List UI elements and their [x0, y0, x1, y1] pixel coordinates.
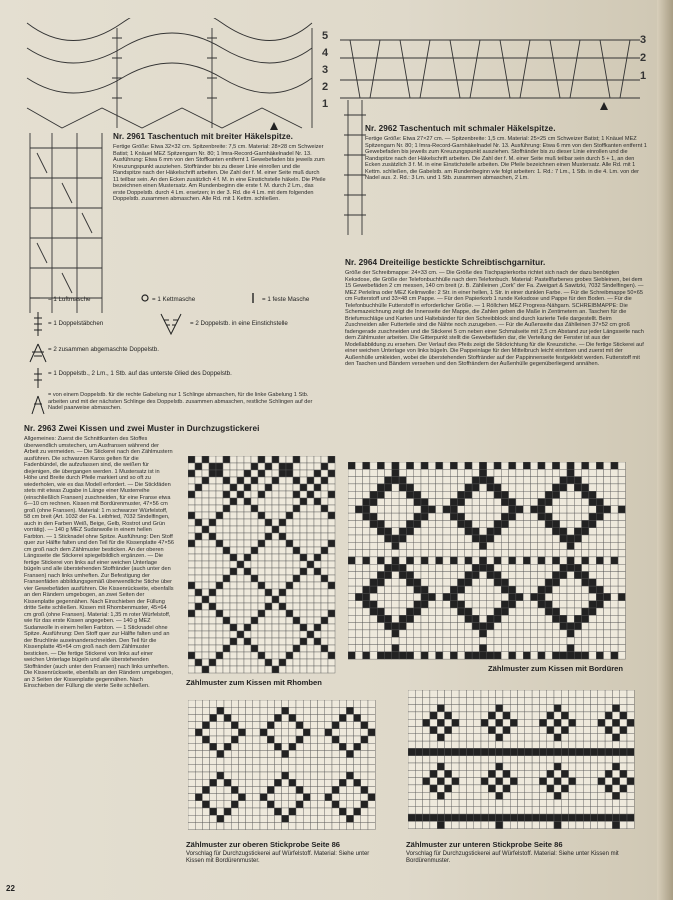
- pattern-2963-title: Nr. 2963 Zwei Kissen und zwei Muster in Durchzugstickerei: [24, 424, 260, 433]
- chart-rhomben: [188, 456, 338, 676]
- pattern-2962-body: Fertige Größe: Etwa 27×27 cm. — Spitzenbreite: 1,5 cm. Material: 25×25 cm Schweizer Batist; 1 Knäuel MEZ Spitzengarn Nr. 80; 1 Imra-Record-Garnhäkelnadel Nr. 13. Ausführung: Etwa 6 mm von den Stoffkanten entfernt 1 Gewebefaden bis jeweils zum Kreuzungspunkt ausziehen. Stoffränder bis zu dieser Linie einrollen und die Randspitze nach der Häkelschrift arbeiten. Die Zahl der f. M. einer Seite muß teilbar sein durch 5 + 1, an den Ecken zusätzlich 3 f. M. in eine Einstichstelle arbeiten. Die Pfeile bezeichnen einen Mustersatz. Alle Rd. mit 1 Kettm. schließen, die Gabelstb. am Rundenbeginn wie folgt arbeiten: 1. Rd.: 7 Lm., 1 Stb. in die 4. Lm. von der Nadel aus. 2. Rd.: 3 Lm. und 1 Stb. zusammen abmaschen, 2 Lm.: [365, 136, 647, 181]
- row-number: 1: [322, 98, 329, 110]
- chart-bordueren: [348, 462, 628, 662]
- caption-unten-title: Zählmuster zur unteren Stickprobe Seite 86: [406, 840, 563, 849]
- chart-unten: [408, 690, 638, 830]
- legend-doppelstb-einstich: = 2 Doppelstb. in eine Einstichstelle: [190, 320, 288, 327]
- legend-arrow-note: = von einem Doppelstb. für die rechte Gabelung nur 1 Schlinge abmaschen, für die linke Gabelung 1 Stb. arbeiten und mit der nächsten Schlinge des Doppelstb. zusammen abmaschen, restliche Schlingen auf der Nadel paarweise abmaschen.: [48, 392, 313, 411]
- pattern-2962-title: Nr. 2962 Taschentuch mit schmaler Häkelspitze.: [365, 124, 556, 133]
- row-number: 2: [640, 52, 647, 64]
- caption-unten-sub: Vorschlag für Durchzugstickerei auf Würfelstoff. Material: Siehe unter Kissen mit Bordürenmuster.: [406, 851, 619, 864]
- pattern-2964-title: Nr. 2964 Dreiteilige bestickte Schreibtischgarnitur.: [345, 258, 546, 267]
- caption-oben-sub: Vorschlag für Durchzugstickerei auf Würfelstoff. Material: Siehe unter Kissen mit Bordürenmuster.: [186, 851, 370, 864]
- row-number: 1: [640, 70, 647, 82]
- row-number: 3: [640, 34, 647, 46]
- caption-oben-title: Zählmuster zur oberen Stickprobe Seite 86: [186, 840, 341, 849]
- row-number: 3: [322, 64, 329, 76]
- page-spine: [657, 0, 673, 900]
- pattern-2964-body: Größe der Schreibmappe: 24×33 cm. — Die Größe des Tischpapierkorbs richtet sich nach der dazu benötigten Keksdose, die Größe der Telefonbuchhülle nach dem Telefonbuch. Material: Pastellfarbenes grobes Siebleinen, bei dem 15 Gewebefäden 2 cm messen, 140 cm breit (z. B. Zählleinen „Cork“ der Fa. Zweigart & Sawitzki, 7032 Sindelfingen). — MEZ Perlelina oder MEZ Kelimwolle: 2 Str. in einer hellen, 1 Str. in einer dunklen Farbe. — Für die Schreibmappe 50×65 cm Futterstoff und 33×48 cm Pappe. — Für den Papierkorb 1 runde Keksdose und Pappe für den Boden. — Für die Telefonbuchhülle Futterstoff in erforderlicher Größe. — 1 Röllchen MEZ Progress-Nähgarn. SCHREIBMAPPE: Die Schemazeichnung zeigt die Innenseite der Mappe, die Zahlen geben die Maße in Zentimetern an. Taschen für die Briefumschläge und Karten und Haltebänder für den Schreibblock sind durch karierte Teile dargestellt. Beim Zuschneiden aller Futterteile sind die Nähte noch zuzugeben. — Für die Außenseite das Zählleinen 37×52 cm groß fadengerade zuschneiden und die Stickerei 5 cm neben einer Schmalseite mit 2,5 cm Abstand zur jeder Längsseite nach dem Zählmuster arbeiten. Die Gitterpunkt stellt die Gewebefäden dar, die Verteilung der Fenster ist aus der Modellabbildung zu ersehen. Der Verlauf des Pfeils zeigt die Stickrichtung für die Kreuzstiche. — Die fertige Stickerei auf einer weichen Unterlage von links bügeln. Die Pappeinlage für den Mittelbruch leicht einritzen und zuerst mit der Außenhülle umkleiden, wobei die überstehenden Stoffränder auf der Pappinnenseite festgeklebt werden. Futterstoff mit den Taschen und Bändern versehen und den Stoffrändern der Außenhülle gegenüberliegend annähen.: [345, 270, 644, 367]
- einstich-icon: [158, 312, 184, 336]
- row-number: 4: [322, 47, 329, 59]
- legend-zusammen: = 2 zusammen abgemaschte Doppelstb.: [48, 346, 159, 353]
- legend-doppelstb-lm: = 1 Doppelstb., 2 Lm., 1 Stb. auf das unterste Glied des Doppelstb.: [48, 370, 232, 377]
- legend-luftmasche: = 1 Luftmasche: [48, 296, 91, 303]
- row-number: 5: [322, 30, 329, 42]
- legend-doppelstaebchen: = 1 Doppelstäbchen: [48, 320, 104, 327]
- row-number: 2: [322, 81, 329, 93]
- pattern-2961-title: Nr. 2961 Taschentuch mit breiter Häkelspitze.: [113, 132, 293, 141]
- pattern-2961-body: Fertige Größe: Etwa 32×32 cm. Spitzenbreite: 7,5 cm. Material: 28×28 cm Schweizer Batist; 1 Knäuel MEZ Spitzengarn Nr. 80; 1 Imra-Record-Garnhäkelnadel Nr. 13. Ausführung: Etwa 6 mm von den Stoffkanten entfernt 1 Gewebefaden bis jeweils zum Kreuzungspunkt ausziehen. Stoffränder bis zu dieser Linie einrollen und die Randspitze nach der Häkelschrift arbeiten. Die Zahl der f. M. einer Seite muß durch 11 teilbar sein. An den Ecken zusätzlich 4 f. M. in eine Einstichstelle häkeln. Die Pfeile bezeichnen einen Mustersatz. Am Rundenbeginn die erste f. M. durch 2 Lm., das erste Doppelstb. durch 4 Lm. ersetzen; in der 3. Rd. die 4 Lm. mit dem folgenden Doppelstb. zusammen abmaschen. Alle Rd. mit 1 Kettm. schließen.: [113, 144, 326, 202]
- kettmasche-icon: [140, 293, 150, 303]
- pattern-2963-body: Allgemeines: Zuerst die Schnittkanten des Stoffes überwendlich umstechen, um Ausfransen während der Arbeit zu vermeiden. — Die Stickerei nach den Zählmustern ausführen. Die schwarzen Karos gelten für die Fadenbündel, die aufzufassen sind, die weißen für diejenigen, die übergangen werden. 1 Mustersatz ist in Höhe und Breite durch Pfeile markiert und so oft zu wiederholen, wie es das Modell erfordert. — Die Stickfäden stets mit etwas Zugabe in Länge einer Musterreihe (einschließlich Fransen) zuschneiden, für eine Franse etwa 6—10 cm rechnen. Kissen mit Bordürenmuster, 47×56 cm groß (ohne Fransen). Material: 1 m schwarzer Würfelstoff, 58 cm breit (Art. 1032 der Fa. Leibfried, 7032 Sindelfingen, auch in den Farben Weiß, Beige, Gelb, Rostrot und Grün vorrätig). — 140 g MEZ Sudanwolle in einem hellen Farbton. — 1 Sticknadel ohne Spitze. Ausführung: Den Stoff quer zur Hälfte falten und den Teil für die Kissenplatte 47×56 cm groß nach dem Zählmuster besticken. An der oberen Längsseite die Stickerei spiegelbildlich ergänzen. — Die fertige Stickerei von links auf einer weichen Unterlage bügeln und alle überstehenden Stoffränder (auch unter den Fransen) nach links umheften. Zur Befestigung der Fransenfäden abbildungsgemäß überwendliche Stiche über vier Gewebefäden ausführen. Die Kissenrückseite, ebenfalls an den Rändern umgebogen, an zwei Seiten der Kissenplatte gegennähen. Nach Einschieben der Füllung dritte Seite schließen. Kissen mit Rhombenmuster, 45×64 cm groß (ohne Fransen). Material: 1,35 m roter Würfelstoff, wie für das erste Kissen angegeben. — 140 g MEZ Sudanwolle in einem hellen Farbton. — 1 Sticknadel ohne Spitze. Ausführung: Den Stoff quer zur Hälfte falten und an der Bruchlinie auseinanderschneiden. Den Teil für die Kissenplatte 45×64 cm groß nach dem Zählmuster besticken. — Die fertige Stickerei von links auf einer weichen Unterlage bügeln und alle überstehenden Stoffränder (auch unter den Fransen) nach links umheften. Die Kissenrückseite, ebenfalls an den Rändern umgebogen, an 3 Seiten der Kissenplatte gegennähen. Nach Einschieben der Füllung die vierte Seite schließen.: [24, 436, 174, 689]
- feste-masche-icon: [250, 292, 256, 304]
- caption-bordueren: Zählmuster zum Kissen mit Bordüren: [488, 664, 624, 673]
- chart-oben: [188, 700, 378, 830]
- page-number: 22: [6, 884, 15, 893]
- legend-kettmasche: = 1 Kettmasche: [152, 296, 196, 303]
- legend-feste-masche: = 1 feste Masche: [262, 296, 310, 303]
- caption-rhomben: Zählmuster zum Kissen mit Rhomben: [186, 678, 322, 687]
